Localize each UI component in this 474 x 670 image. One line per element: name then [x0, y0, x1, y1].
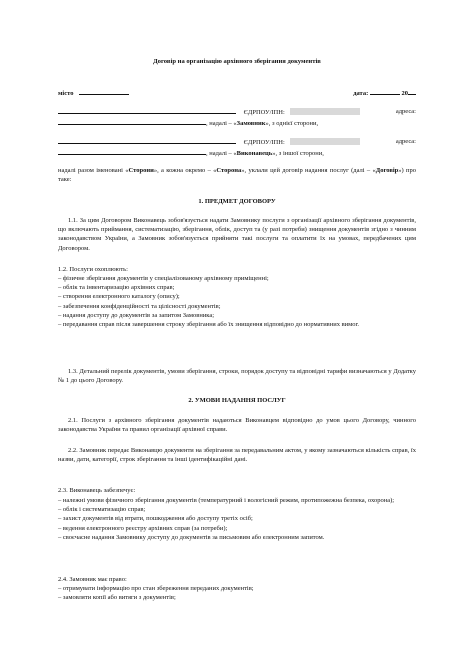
contractor-role-post: », з іншої сторони, [272, 150, 324, 157]
city-label: місто [58, 90, 74, 97]
clause-1-1: 1.1. За цим Договором Виконавець зобов'язується надати Замовнику послуги з організації архівного зберігання документів, що включають приймання, систематизацію, зберігання, облік, доступ та (у разі потреби) знищення документів згідно з чинним законодавством України, а Замовник зобов'язується прийняти такі послуги та оплатити їх на умовах, передбачених цим Договором. [58, 217, 416, 252]
date-label: дата: [353, 90, 369, 97]
clause-1-2: 1.2. Послуги охоплюють: [58, 266, 128, 273]
clause-2-4-list [58, 584, 416, 602]
list-item: – передавання справ після завершення строку зберігання або їх знищення відповідно до нормативних вимог. [58, 321, 360, 329]
city-blank[interactable] [79, 88, 129, 95]
year-blank[interactable] [408, 88, 416, 95]
intro-text-1: надалі разом іменовані « [58, 167, 129, 174]
list-item: – належні умови фізичного зберігання документів (температурний і вологісний режим, протипожежна безпека, охорона); [58, 497, 395, 504]
list-item: – облік та інвентаризацію архівних справ; [58, 284, 175, 292]
contractor-role: Виконавець [236, 150, 273, 157]
customer-name-blank[interactable] [58, 107, 236, 114]
list-item: – замовляти копії або витяги з документів; [58, 594, 176, 602]
contractor-row-1 [58, 137, 416, 147]
contractor-address-blank[interactable] [58, 148, 206, 155]
city-date-row [58, 88, 416, 98]
section-1-heading: 1. ПРЕДМЕТ ДОГОВОРУ [198, 198, 276, 205]
list-item: – захист документів від втрати, пошкодження або доступу третіх осіб; [58, 515, 253, 523]
clause-2-3-list [58, 496, 416, 542]
list-item: – створення електронного каталогу (опису); [58, 293, 180, 301]
customer-role-post: », з однієї сторони, [265, 120, 319, 127]
intro-term-parties: Сторони [128, 167, 154, 174]
customer-role-pre: , надалі – « [206, 120, 237, 127]
date-blank[interactable] [370, 88, 400, 95]
contractor-address-label: адреса: [395, 138, 416, 145]
clause-2-1: 2.1. Послуги з архівного зберігання документів надаються Виконавцем відповідно до умов цього Договору, чинного законодавства України та правил організації архівної справи. [58, 417, 416, 434]
intro-text-4: ») про таке: [58, 167, 416, 184]
list-item: – забезпечення конфіденційності та цілісності документів; [58, 302, 221, 310]
document-title: Договір на організацію архівного зберігання документів [153, 58, 321, 65]
clause-2-3: 2.3. Виконавець забезпечує: [58, 487, 136, 494]
intro-term-agreement: Договір [375, 167, 399, 174]
clause-2-4: 2.4. Замовник має право: [58, 576, 127, 583]
intro-term-party: Сторона [216, 167, 242, 174]
intro-paragraph [58, 166, 416, 184]
list-item: – ведення електронного реєстру архівних справ (за потреби); [58, 524, 228, 532]
section-2-heading: 2. УМОВИ НАДАННЯ ПОСЛУГ [188, 397, 286, 404]
list-item: – отримувати інформацію про стан збереження переданих документів; [58, 585, 254, 592]
customer-address-blank[interactable] [58, 118, 206, 125]
list-item: – облік і систематизацію справ; [58, 506, 146, 514]
customer-row-2 [58, 118, 416, 128]
contractor-edrpou-label: ЄДРПОУ/ІПН: [243, 139, 285, 146]
contractor-row-2 [58, 148, 416, 158]
customer-row-1 [58, 107, 416, 117]
customer-edrpou-label: ЄДРПОУ/ІПН: [243, 109, 285, 116]
customer-address-label: адреса: [395, 108, 416, 115]
clause-1-3: 1.3. Детальний перелік документів, умови зберігання, строки, порядок доступу та відповідні тарифи визначаються у Додатку № 1 до цього Договору. [58, 368, 416, 385]
contractor-edrpou-field[interactable] [290, 138, 360, 145]
date-year: 20 [401, 90, 408, 97]
clause-2-2: 2.2. Замовник передає Виконавцю документи на зберігання за передавальним актом, у якому зазначаються кількість справ, їх назви, дати, категорії, строк зберігання та інші ідентифікаційні дані. [58, 447, 416, 464]
customer-role: Замовник [236, 120, 266, 127]
intro-text-2: », а кожна окремо – « [153, 167, 217, 174]
customer-edrpou-field[interactable] [290, 108, 360, 115]
list-item: – надання доступу до документів за запитом Замовника; [58, 311, 215, 319]
list-item: – своєчасне надання Замовнику доступу до документів за письмовим або електронним запитом. [58, 533, 325, 541]
contractor-role-pre: , надалі – « [206, 150, 237, 157]
list-item: – фізичне зберігання документів у спеціалізованому архівному приміщенні; [58, 275, 269, 282]
contractor-name-blank[interactable] [58, 137, 236, 144]
intro-text-3: », уклали цей договір надання послуг (далі – « [241, 167, 376, 174]
clause-1-2-list [58, 274, 416, 329]
